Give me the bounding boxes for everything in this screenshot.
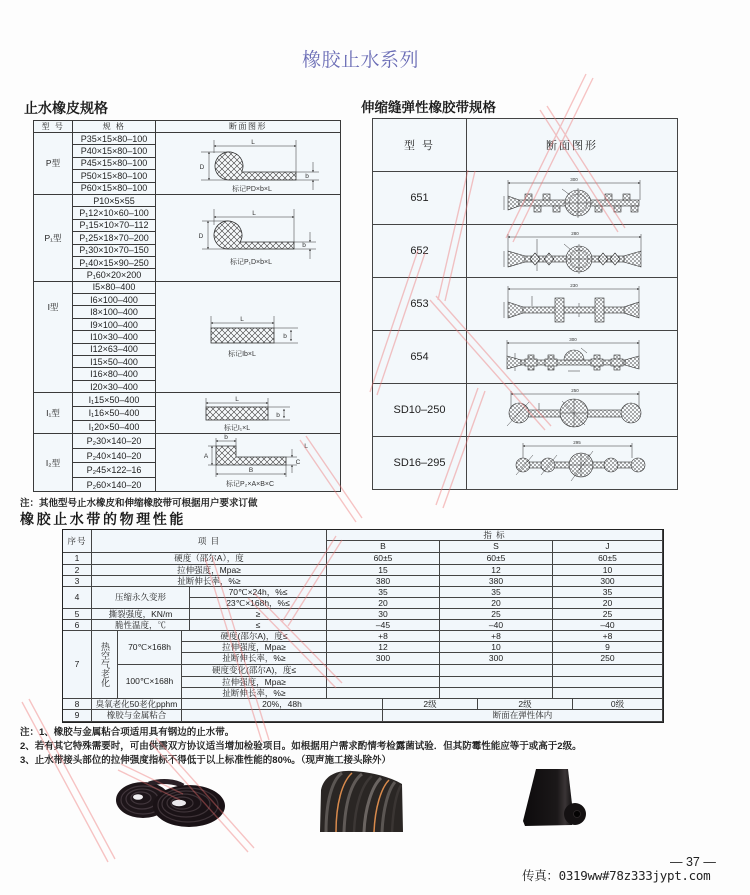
spec-cell: I8×100–400 [73,306,156,318]
profile-652-diagram [467,225,677,277]
spec-cell: I₁15×50–400 [73,393,156,407]
note-2: 2、若有其它特殊需要时，可由供需双方协议适当增加检验项目。如根据用户需求酌情考检露菌试验．但其防霉性能应等于或高于2级。 [20,741,582,752]
page-number: — 37 — [670,855,716,869]
spec-cell: P₁12×10×60–100 [73,207,156,219]
value-s: 35 [440,587,553,598]
column-header-type: 型 号 [34,121,73,133]
spec-cell: P50×15×80–100 [73,170,156,182]
page-title: 橡胶止水系列 [302,49,420,71]
row-property: 拉伸强度，Mpa≥ [182,677,327,688]
value-j: –40 [553,620,663,631]
i-profile-diagram [156,282,341,392]
section-diagram-p [156,133,341,195]
properties-table [63,530,663,722]
model-cell: 654 [373,331,467,384]
value-j-empty [553,665,663,677]
dim-label-c: C [295,458,301,466]
row-item: 硬度（邵尔A），度 [92,553,327,565]
row-condition: 20%，48h [182,699,383,710]
value-s: 380 [440,576,553,587]
row-value: 断面在弹性体内 [383,710,663,722]
spec-cell: I9×100–400 [73,318,156,330]
spec-cell: I16×80–400 [73,368,156,380]
spec-cell: P40×15×80–100 [73,145,156,157]
row-item: 扯断伸长率，%≥ [92,576,327,587]
row-no: 9 [63,710,92,722]
custom-order-note: 注：其他型号止水橡皮和伸缩橡胶带可根据用户要求订做 [20,498,258,509]
row-item: 撕裂强度，KN/m [92,609,190,620]
table-row [373,278,678,331]
spec-cell: I12×63–400 [73,343,156,355]
model-cell: SD10–250 [373,384,467,437]
value-s: 12 [440,565,553,576]
row-item: 压缩永久变形 [92,587,190,609]
dim-label-bb: B [248,466,254,474]
value-j: 9 [553,642,663,653]
dim-label-b: b [283,332,287,340]
value-s: 20 [440,598,553,609]
diagram-caption: 标记P₂×A×B×C [225,480,275,488]
spec-cell: P10×5×55 [73,194,156,206]
value-j: 20 [553,598,663,609]
dim-label: 280 [571,231,579,236]
coiled-waterstop-photo [113,776,225,828]
type-label-p1: P₁型 [34,194,73,281]
type-label-i: I型 [34,281,73,393]
spec-table-heading: 止水橡皮规格 [24,100,108,116]
spec-table [33,120,341,492]
value-s: +8 [440,631,553,642]
i2-profile-diagram [156,435,341,491]
value-s-empty [440,677,553,688]
row-property: 硬度(邵尔A)，度≤ [182,631,327,642]
value-b: 300 [327,653,440,665]
spec-cell: P₂40×140–20 [73,448,156,463]
row-property: 硬度变化(邵尔A)，度≤ [182,665,327,677]
row-item-hot-air-aging: 热空气老化 [92,631,118,699]
value-j: 60±5 [553,553,663,565]
profile-strip-photo [522,768,588,828]
profile-654-diagram [467,331,677,383]
spec-cell: I5×80–400 [73,281,156,293]
type-label-i2: I₂型 [34,434,73,492]
steel-edge-waterstop-photo [318,768,404,832]
spec-cell: I₁20×50–400 [73,420,156,434]
column-header-index: 指 标 [327,530,663,541]
value-j: 10 [553,565,663,576]
note-1: 注：1、橡胶与金属粘合项适用具有钢边的止水带。 [20,727,235,738]
row-no: 8 [63,699,92,710]
row-no: 1 [63,553,92,565]
dim-label-d: D [199,164,205,172]
dim-label-b: b [276,411,280,419]
section-diagram-sd10-250 [467,384,678,437]
spec-cell: P45×15×80–100 [73,157,156,169]
row-property: 拉伸强度，Mpa≥ [182,642,327,653]
section-diagram-i [156,281,341,393]
table-row [373,384,678,437]
dim-label: 230 [570,283,578,288]
model-cell: 651 [373,172,467,225]
value-s: –40 [440,620,553,631]
dim-label-b: b [224,433,228,441]
row-condition: 70℃×168h [118,631,182,665]
spec-cell: I15×50–400 [73,356,156,368]
section-diagram-654 [467,331,678,384]
p1-profile-diagram [156,195,341,280]
dim-label-l: L [251,139,255,147]
table-row [373,225,678,278]
value-s: 300 [440,653,553,665]
dim-label-d: D [198,233,204,241]
value-s-empty [440,665,553,677]
dim-label-l: L [235,395,239,403]
row-no: 4 [63,587,92,609]
row-item: 拉伸强度，Mpa≥ [92,565,327,576]
table-row [373,172,678,225]
value-j: 0级 [573,699,663,710]
value-s: 2级 [478,699,573,710]
spec-cell: P₂30×140–20 [73,434,156,449]
row-item: 橡胶与金属粘合 [92,710,182,722]
row-no: 3 [63,576,92,587]
diagram-caption: 标记I₁×L [223,424,251,432]
value-b: 20 [327,598,440,609]
value-j: 250 [553,653,663,665]
p-profile-diagram [156,133,341,193]
spec-cell: I10×30–400 [73,331,156,343]
row-item: 脆性温度，℃ [92,620,190,631]
spec-cell: I6×100–400 [73,294,156,306]
value-b: 380 [327,576,440,587]
dim-label-l: L [304,442,308,450]
i1-profile-diagram [156,394,341,433]
value-b: +8 [327,631,440,642]
value-j: 25 [553,609,663,620]
value-b: 60±5 [327,553,440,565]
spec-cell: P35×15×80–100 [73,133,156,145]
table-row [373,331,678,384]
section-diagram-652 [467,225,678,278]
value-b-empty [327,688,440,699]
expansion-table [372,118,678,490]
row-condition: 70℃×24h，%≤ [190,587,327,598]
column-header-item: 项 目 [92,530,327,553]
value-b: 30 [327,609,440,620]
spec-cell: P60×15×80–100 [73,182,156,194]
row-condition-empty [182,710,383,722]
note-3: 3、止水带接头部位的拉伸强度指标不得低于以上标准性能的80%。（现声施工接头除外） [20,755,392,766]
model-cell: 652 [373,225,467,278]
properties-table-heading: 橡胶止水带的物理性能 [20,511,186,527]
value-b: 35 [327,587,440,598]
value-b: –45 [327,620,440,631]
spec-cell: I20×30–400 [73,380,156,392]
spec-cell: P₁60×20×200 [73,269,156,281]
profile-653-diagram [467,278,677,330]
grade-header-j: J [553,541,663,553]
spec-cell: I₁16×50–400 [73,406,156,420]
diagram-caption: 标记P₁D×b×L [229,259,273,267]
value-j-empty [553,688,663,699]
row-item: 臭氧老化50老化pphm [92,699,182,710]
grade-header-s: S [440,541,553,553]
diagram-caption: 标记PD×b×L [232,186,272,194]
row-no: 7 [63,631,92,699]
section-diagram-sd16-295 [467,437,678,490]
row-condition: 100℃×168h [118,665,182,699]
value-s: 10 [440,642,553,653]
section-diagram-653 [467,278,678,331]
value-b-empty [327,665,440,677]
profile-sd16-295-diagram [467,437,677,489]
column-header-section: 断面图形 [467,119,678,172]
value-b-empty [327,677,440,688]
type-label-p: P型 [34,133,73,195]
table-row [373,437,678,490]
dim-label-b: b [305,173,309,181]
value-b: 12 [327,642,440,653]
diagram-caption: 标记Ib×L [228,350,256,358]
profile-651-diagram [467,172,677,224]
value-s: 60±5 [440,553,553,565]
value-j: 35 [553,587,663,598]
spec-cell: P₁30×10×70–150 [73,244,156,256]
column-header-no: 序号 [63,530,92,553]
dim-label-l: L [240,315,244,323]
column-header-spec: 规 格 [73,121,156,133]
row-condition: ≤ [190,620,327,631]
section-diagram-651 [467,172,678,225]
row-condition: ≥ [190,609,327,620]
profile-sd10-250-diagram [467,384,677,436]
spec-cell: P₁40×15×90–250 [73,256,156,268]
section-diagram-p1 [156,194,341,281]
dim-label: 295 [573,440,581,445]
row-no: 6 [63,620,92,631]
value-s-empty [440,688,553,699]
row-condition: 23℃×168h，%≤ [190,598,327,609]
value-b: 2级 [383,699,478,710]
dim-label-l: L [252,210,256,218]
spec-cell: P₁25×18×70–200 [73,232,156,244]
section-diagram-i1 [156,393,341,434]
dim-label-a: A [203,452,209,460]
value-j: 300 [553,576,663,587]
dim-label-b: b [302,242,306,250]
row-no: 5 [63,609,92,620]
spec-cell: P₂60×140–20 [73,477,156,492]
dim-label: 300 [569,337,577,342]
spec-cell: P₁15×10×70–112 [73,219,156,231]
value-j-empty [553,677,663,688]
column-header-model: 型 号 [373,119,467,172]
dim-label: 300 [570,177,578,182]
row-property: 扯断伸长率，%≥ [182,653,327,665]
spec-cell: P₂45×122–16 [73,463,156,478]
notes [20,726,582,768]
column-header-section: 断面图形 [156,121,341,133]
expansion-table-heading: 伸缩缝弹性橡胶带规格 [361,100,496,115]
dim-label: 250 [571,388,579,393]
value-b: 15 [327,565,440,576]
grade-header-b: B [327,541,440,553]
footer-contact: 传真：0319ww#78z333jypt.com [522,868,711,883]
row-property: 扯断伸长率，%≥ [182,688,327,699]
section-diagram-i2 [156,434,341,492]
value-s: 25 [440,609,553,620]
value-j: +8 [553,631,663,642]
row-no: 2 [63,565,92,576]
type-label-i1: I₁型 [34,393,73,434]
model-cell: 653 [373,278,467,331]
model-cell: SD16–295 [373,437,467,490]
